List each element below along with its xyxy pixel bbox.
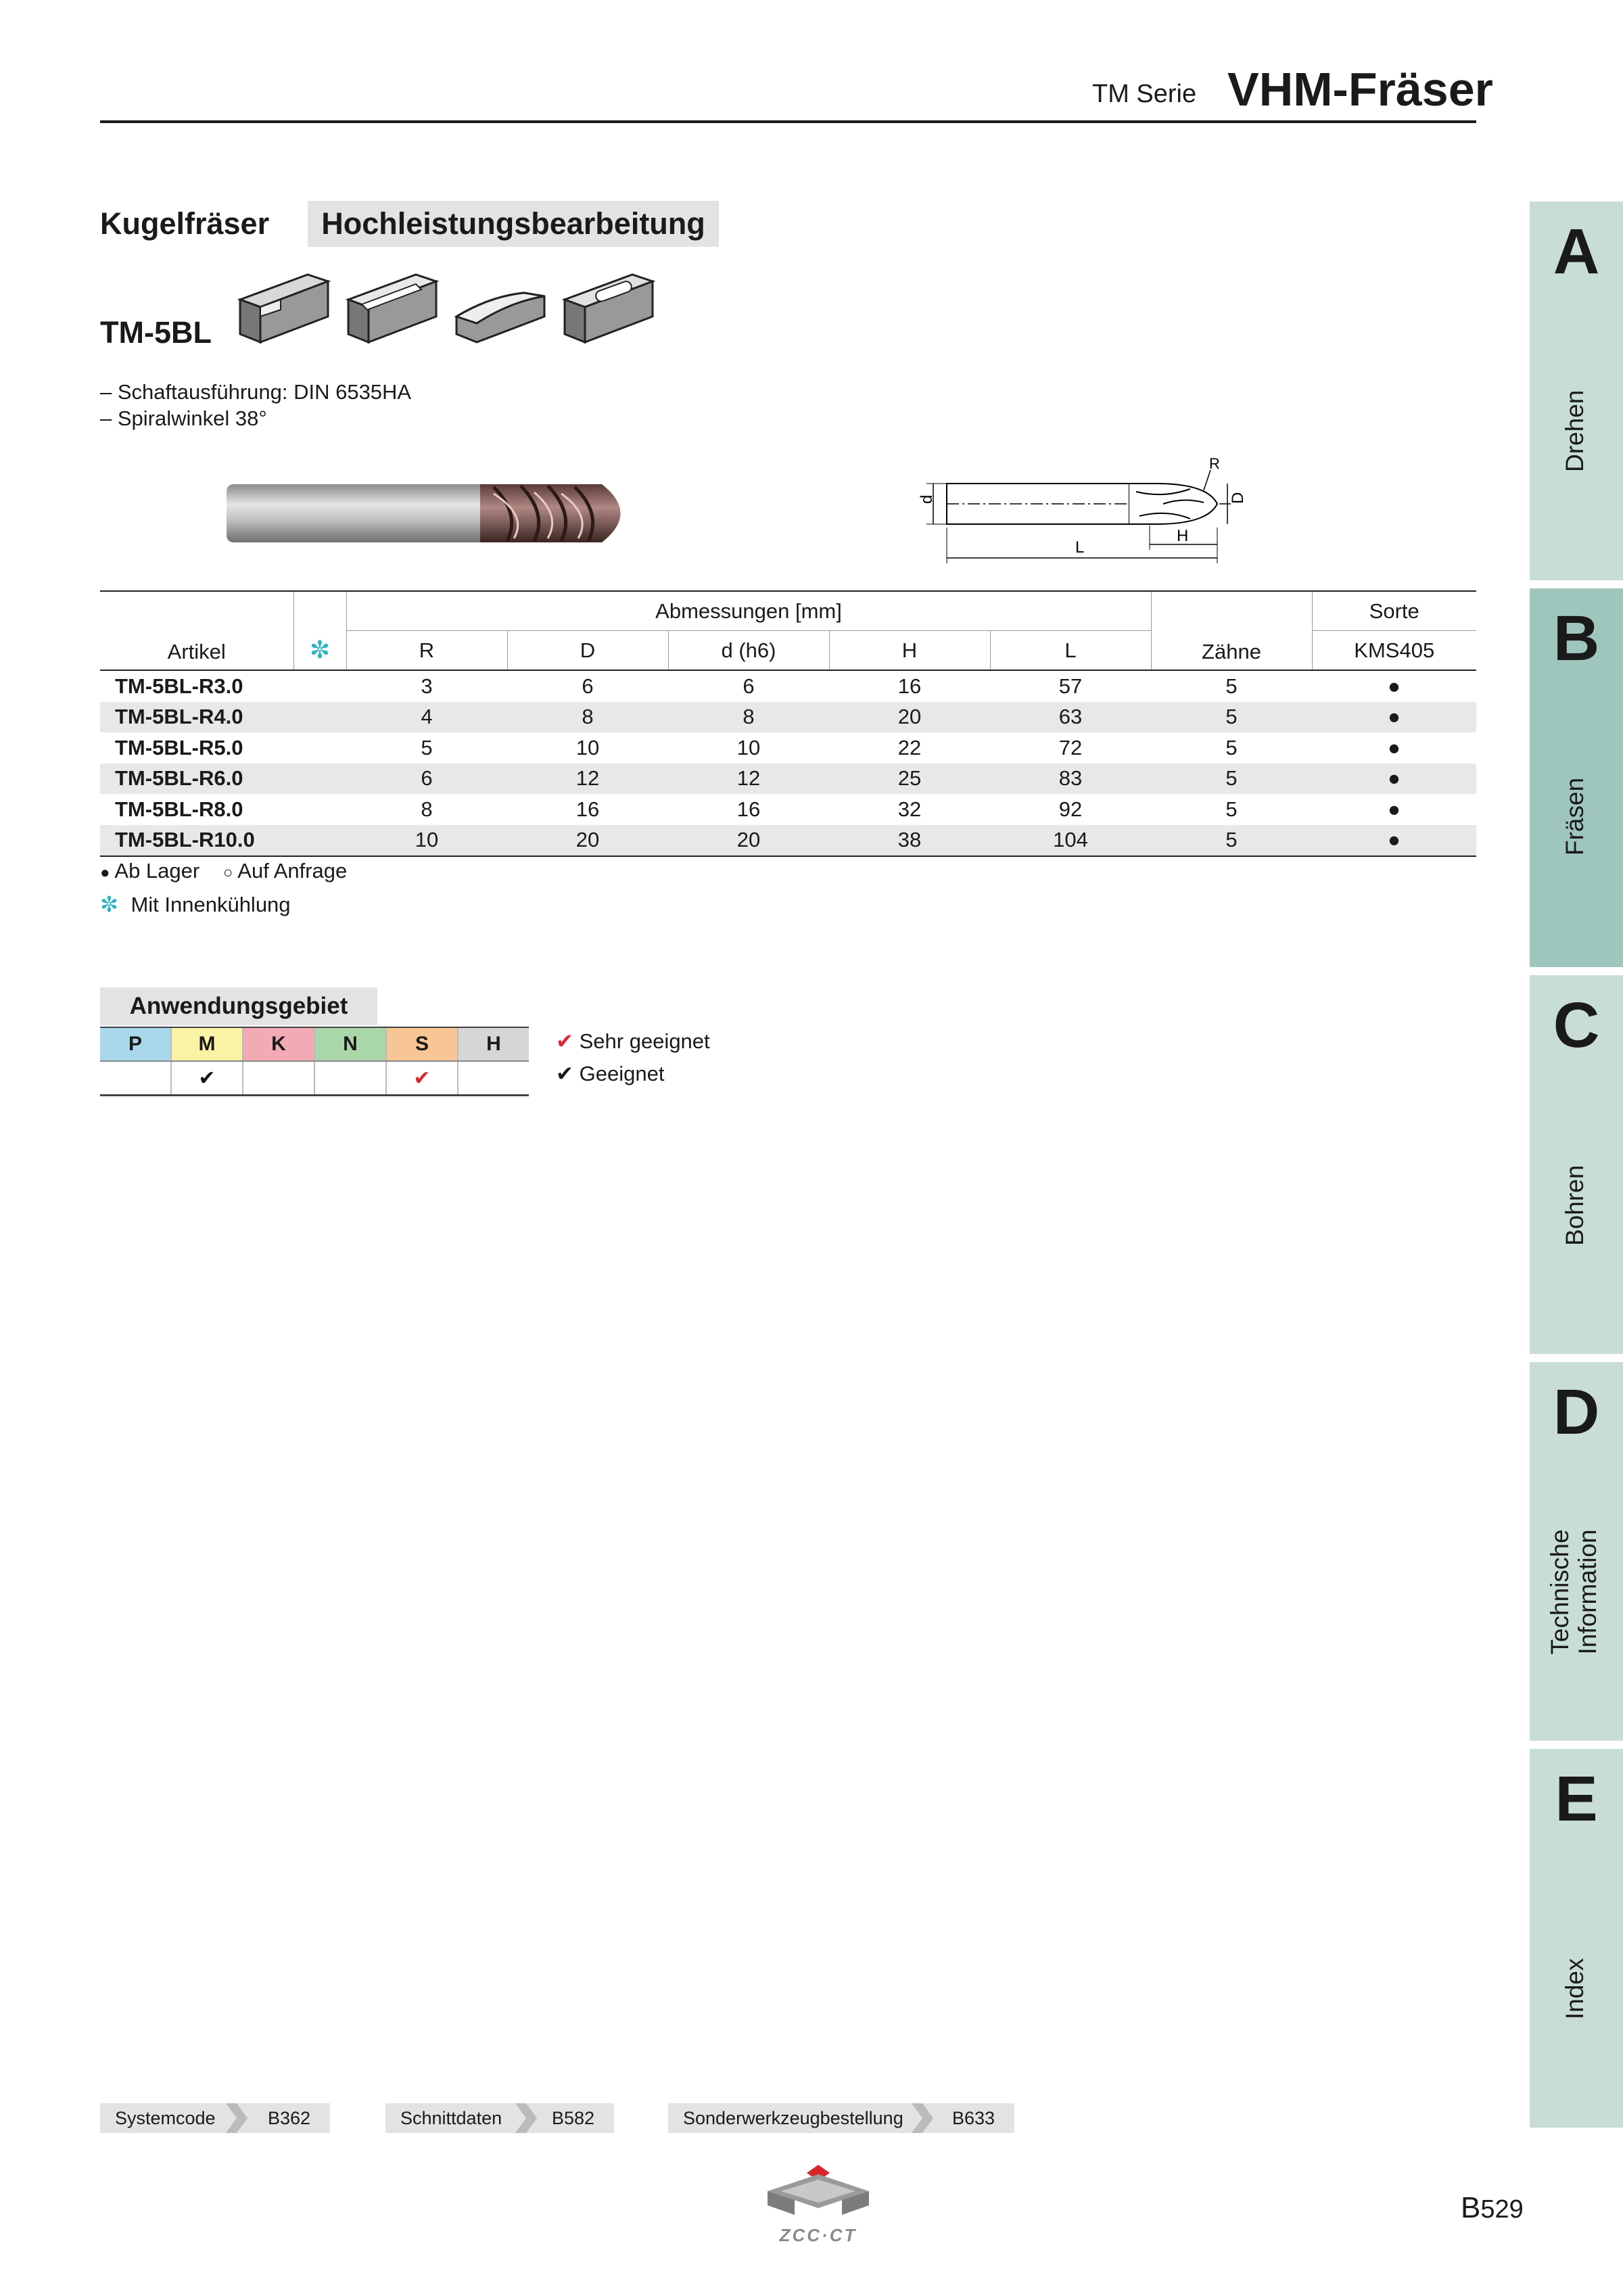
table-cell: 8 xyxy=(421,797,433,821)
table-cell: 4 xyxy=(346,702,507,733)
tab-label: Drehen xyxy=(1561,390,1589,472)
tab-letter: D xyxy=(1553,1376,1600,1448)
page-num: 529 xyxy=(1480,2195,1524,2224)
material-code-S: S xyxy=(386,1027,458,1061)
table-cell: 3 xyxy=(421,674,433,698)
red-check-icon: ✔ xyxy=(556,1029,573,1053)
category-title: Kugelfräser xyxy=(100,206,270,241)
suitable-legend xyxy=(556,1062,664,1086)
chevron-right-icon xyxy=(223,2103,250,2133)
chevron-right-icon xyxy=(513,2103,540,2133)
table-cell: 38 xyxy=(829,825,990,857)
page-title: VHM-Fräser xyxy=(1227,63,1493,116)
series-label: TM Serie xyxy=(1092,80,1197,108)
stock-dot: ● xyxy=(1312,702,1476,733)
shoulder-milling-icon xyxy=(240,275,328,342)
table-cell: 5 xyxy=(1225,674,1238,698)
table-cell: 16 xyxy=(575,797,600,821)
chevron-right-icon xyxy=(909,2103,936,2133)
table-cell: 16 xyxy=(897,674,922,698)
company-logo xyxy=(761,2161,876,2249)
ref-page: B582 xyxy=(552,2108,595,2128)
dimensions-header: Abmessungen [mm] xyxy=(346,591,1151,631)
table-cell: 25 xyxy=(829,764,990,795)
table-cell: 72 xyxy=(1058,735,1083,759)
product-code: TM-5BL xyxy=(100,315,212,350)
machining-badge: Hochleistungsbearbeitung xyxy=(308,201,719,247)
tab-letter: B xyxy=(1553,603,1600,674)
ref-sonderwerkzeug[interactable] xyxy=(668,2103,1014,2133)
ref-page: B362 xyxy=(268,2108,311,2128)
table-cell: 104 xyxy=(990,825,1151,857)
header-rule xyxy=(100,120,1476,123)
table-cell: 10 xyxy=(736,735,761,759)
table-cell: 83 xyxy=(990,764,1151,795)
logo-mark-icon xyxy=(761,2161,876,2222)
table-cell: 6 xyxy=(743,674,755,698)
table-cell: 5 xyxy=(1225,735,1238,759)
stock-dot: ● xyxy=(1388,735,1401,759)
ref-systemcode[interactable] xyxy=(100,2103,330,2133)
table-cell: 8 xyxy=(668,702,829,733)
table-cell: 20 xyxy=(829,702,990,733)
col-teeth: Zähne xyxy=(1151,591,1312,670)
stock-legend xyxy=(100,859,347,883)
table-cell: 12 xyxy=(668,764,829,795)
product-table xyxy=(100,590,1476,857)
col-artikel: Artikel xyxy=(100,591,293,670)
drawing-label-D: D xyxy=(1229,492,1247,504)
check-icon: ✔ xyxy=(171,1061,243,1096)
drawing-label-R: R xyxy=(1209,455,1220,472)
col-H: H xyxy=(829,631,990,671)
table-cell: 32 xyxy=(897,797,922,821)
table-cell: 16 xyxy=(736,797,761,821)
tab-fraesen[interactable] xyxy=(1530,588,1623,967)
material-code-P: P xyxy=(100,1027,171,1061)
table-cell: 10 xyxy=(346,825,507,857)
material-code-H: H xyxy=(458,1027,529,1061)
suitability-mark xyxy=(100,1061,171,1096)
page-number xyxy=(1461,2191,1524,2225)
very-suitable-label: Sehr geeignet xyxy=(579,1029,710,1053)
material-code-M: M xyxy=(171,1027,243,1061)
grade-header: Sorte xyxy=(1312,591,1476,631)
table-cell: 57 xyxy=(1058,674,1083,698)
col-grade: KMS405 xyxy=(1354,638,1435,662)
table-cell: 20 xyxy=(507,825,668,857)
suitable-label: Geeignet xyxy=(579,1062,665,1085)
feature-helix: – Spiralwinkel 38° xyxy=(100,406,267,430)
tab-letter: C xyxy=(1553,989,1600,1061)
material-code-K: K xyxy=(243,1027,314,1061)
ref-label: Sonderwerkzeugbestellung xyxy=(683,2108,903,2128)
stock-dot: ● xyxy=(1388,797,1401,821)
drawing-label-d: d xyxy=(918,494,936,504)
tab-bohren[interactable] xyxy=(1530,975,1623,1354)
ref-schnittdaten[interactable] xyxy=(385,2103,614,2133)
logo-text: ZCC·CT xyxy=(779,2225,857,2245)
drawing-label-L: L xyxy=(1075,538,1085,557)
check-icon: ✔ xyxy=(556,1062,573,1085)
suitability-mark xyxy=(458,1061,529,1096)
technical-drawing xyxy=(906,450,1271,571)
table-cell-artikel: TM-5BL-R5.0 xyxy=(115,735,243,759)
material-code-N: N xyxy=(314,1027,386,1061)
tab-label: Bohren xyxy=(1561,1165,1589,1246)
slot-milling-icon xyxy=(348,275,436,342)
table-cell-artikel: TM-5BL-R10.0 xyxy=(100,825,293,857)
stock-dot: ● xyxy=(1388,674,1401,698)
table-cell: 63 xyxy=(990,702,1151,733)
table-cell: 20 xyxy=(668,825,829,857)
table-cell: 6 xyxy=(346,764,507,795)
table-cell: 5 xyxy=(1151,825,1312,857)
tab-label: Fräsen xyxy=(1561,777,1589,856)
table-cell-artikel: TM-5BL-R3.0 xyxy=(115,674,243,698)
stock-dot: ● xyxy=(1312,825,1476,857)
table-cell: 10 xyxy=(575,735,600,759)
table-cell: 5 xyxy=(1151,702,1312,733)
table-cell-artikel: TM-5BL-R4.0 xyxy=(100,702,293,733)
request-legend-label: Auf Anfrage xyxy=(237,859,348,883)
stock-legend-label: Ab Lager xyxy=(114,859,200,883)
tab-label: Technische Information xyxy=(1546,1529,1601,1655)
col-R: R xyxy=(346,631,507,671)
drawing-label-H: H xyxy=(1177,527,1189,545)
red-check-icon: ✔ xyxy=(386,1061,458,1096)
machining-icons xyxy=(233,269,666,347)
feature-shank: – Schaftausführung: DIN 6535HA xyxy=(100,380,412,404)
very-suitable-legend xyxy=(556,1029,710,1054)
table-cell-artikel: TM-5BL-R6.0 xyxy=(100,764,293,795)
col-D: D xyxy=(507,631,668,671)
tab-letter: A xyxy=(1553,216,1600,287)
table-cell: 5 xyxy=(1151,764,1312,795)
stock-dot: ● xyxy=(1312,764,1476,795)
page-section: B xyxy=(1461,2191,1481,2224)
cooling-legend xyxy=(100,891,291,917)
cooling-legend-label: Mit Innenkühlung xyxy=(131,893,291,916)
table-cell: 5 xyxy=(421,735,433,759)
tool-photo xyxy=(223,473,642,555)
tab-technische-information[interactable] xyxy=(1530,1362,1623,1741)
suitability-mark xyxy=(243,1061,314,1096)
table-cell: 12 xyxy=(507,764,668,795)
table-cell: 6 xyxy=(582,674,594,698)
ref-label: Schnittdaten xyxy=(400,2108,502,2128)
suitability-mark xyxy=(314,1061,386,1096)
tab-letter: E xyxy=(1555,1763,1598,1835)
table-cell: 92 xyxy=(1058,797,1083,821)
pocket-milling-icon xyxy=(565,275,653,342)
application-table xyxy=(100,1027,529,1096)
hollow-dot-icon: ○ xyxy=(222,864,233,882)
profile-milling-icon xyxy=(456,293,544,342)
application-title: Anwendungsgebiet xyxy=(100,987,377,1025)
ref-page: B633 xyxy=(952,2108,995,2128)
table-cell: 8 xyxy=(507,702,668,733)
col-L: L xyxy=(1064,638,1077,662)
tab-index[interactable] xyxy=(1530,1749,1623,2128)
tab-drehen[interactable] xyxy=(1530,202,1623,580)
cooling-icon: ✼ xyxy=(293,591,346,670)
ref-label: Systemcode xyxy=(115,2108,216,2128)
table-cell-artikel: TM-5BL-R8.0 xyxy=(115,797,243,821)
col-d: d (h6) xyxy=(668,631,829,671)
cooling-icon: ✼ xyxy=(100,892,118,916)
tab-label: Index xyxy=(1561,1958,1589,2019)
table-cell: 5 xyxy=(1225,797,1238,821)
filled-dot-icon: ● xyxy=(100,864,110,882)
table-cell: 22 xyxy=(897,735,922,759)
